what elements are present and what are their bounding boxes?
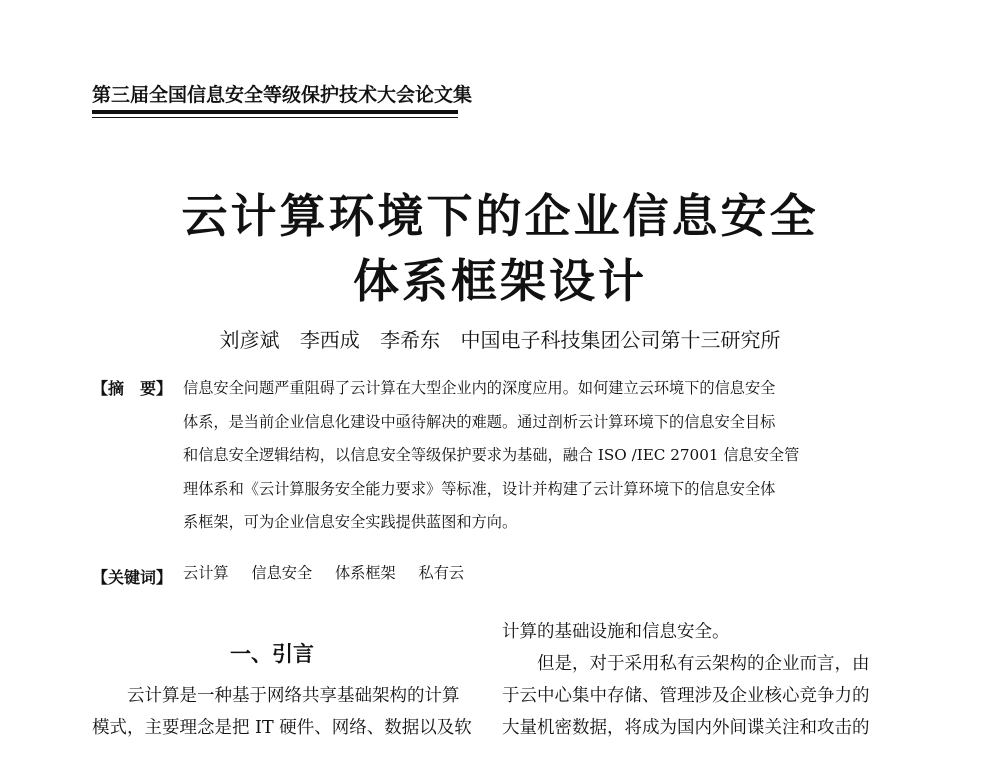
- section-heading: 一、引言: [230, 642, 314, 666]
- body-line: 大量机密数据，将成为国内外间谍关注和攻击的: [502, 718, 870, 738]
- author-affiliation: 中国电子科技集团公司第十三研究所: [460, 328, 781, 352]
- keyword: 信息安全: [251, 564, 313, 582]
- keyword: 体系框架: [334, 564, 396, 582]
- abstract-line: 信息安全问题严重阻碍了云计算在大型企业内的深度应用。如何建立云环境下的信息安全: [183, 379, 776, 397]
- paper-title-line-2: 体系框架设计: [353, 254, 647, 308]
- author-line: [0, 324, 1000, 353]
- author-name: 李希东: [380, 328, 441, 352]
- header-rule-thick: [92, 110, 458, 114]
- abstract-line: 系框架，可为企业信息安全实践提供蓝图和方向。: [183, 513, 518, 531]
- abstract-line: 和信息安全逻辑结构，以信息安全等级保护要求为基础，融合 ISO /IEC 27001 信息安全管: [183, 446, 800, 464]
- body-line: 模式，主要理念是把 IT 硬件、网络、数据以及软: [92, 718, 472, 738]
- journal-header: 第三届全国信息安全等级保护技术大会论文集: [92, 84, 473, 106]
- body-line: 于云中心集中存储、管理涉及企业核心竞争力的: [502, 686, 870, 706]
- keyword: 云计算: [183, 564, 229, 582]
- abstract-line: 理体系和《云计算服务安全能力要求》等标准，设计并构建了云计算环境下的信息安全体: [183, 479, 776, 498]
- body-column-right: [502, 616, 892, 744]
- body-column-left: [92, 680, 477, 744]
- body-line: 但是，对于采用私有云架构的企业而言，由: [537, 654, 870, 674]
- header-rule-thin: [92, 117, 458, 118]
- author-name: 李西成: [299, 328, 360, 352]
- paper-title-line-1: 云计算环境下的企业信息安全: [181, 189, 819, 243]
- abstract-label: 【摘 要】: [92, 379, 173, 398]
- body-line: 计算的基础设施和信息安全。: [502, 622, 730, 642]
- abstract-text: [183, 372, 883, 540]
- keyword: 私有云: [418, 564, 465, 582]
- body-line: 云计算是一种基于网络共享基础架构的计算: [127, 686, 460, 706]
- keywords-label: 【关键词】: [92, 568, 173, 587]
- author-name: 刘彦斌: [219, 328, 280, 352]
- keywords-list: [183, 562, 482, 583]
- abstract-line: 体系，是当前企业信息化建设中亟待解决的难题。通过剖析云计算环境下的信息安全目标: [183, 412, 776, 431]
